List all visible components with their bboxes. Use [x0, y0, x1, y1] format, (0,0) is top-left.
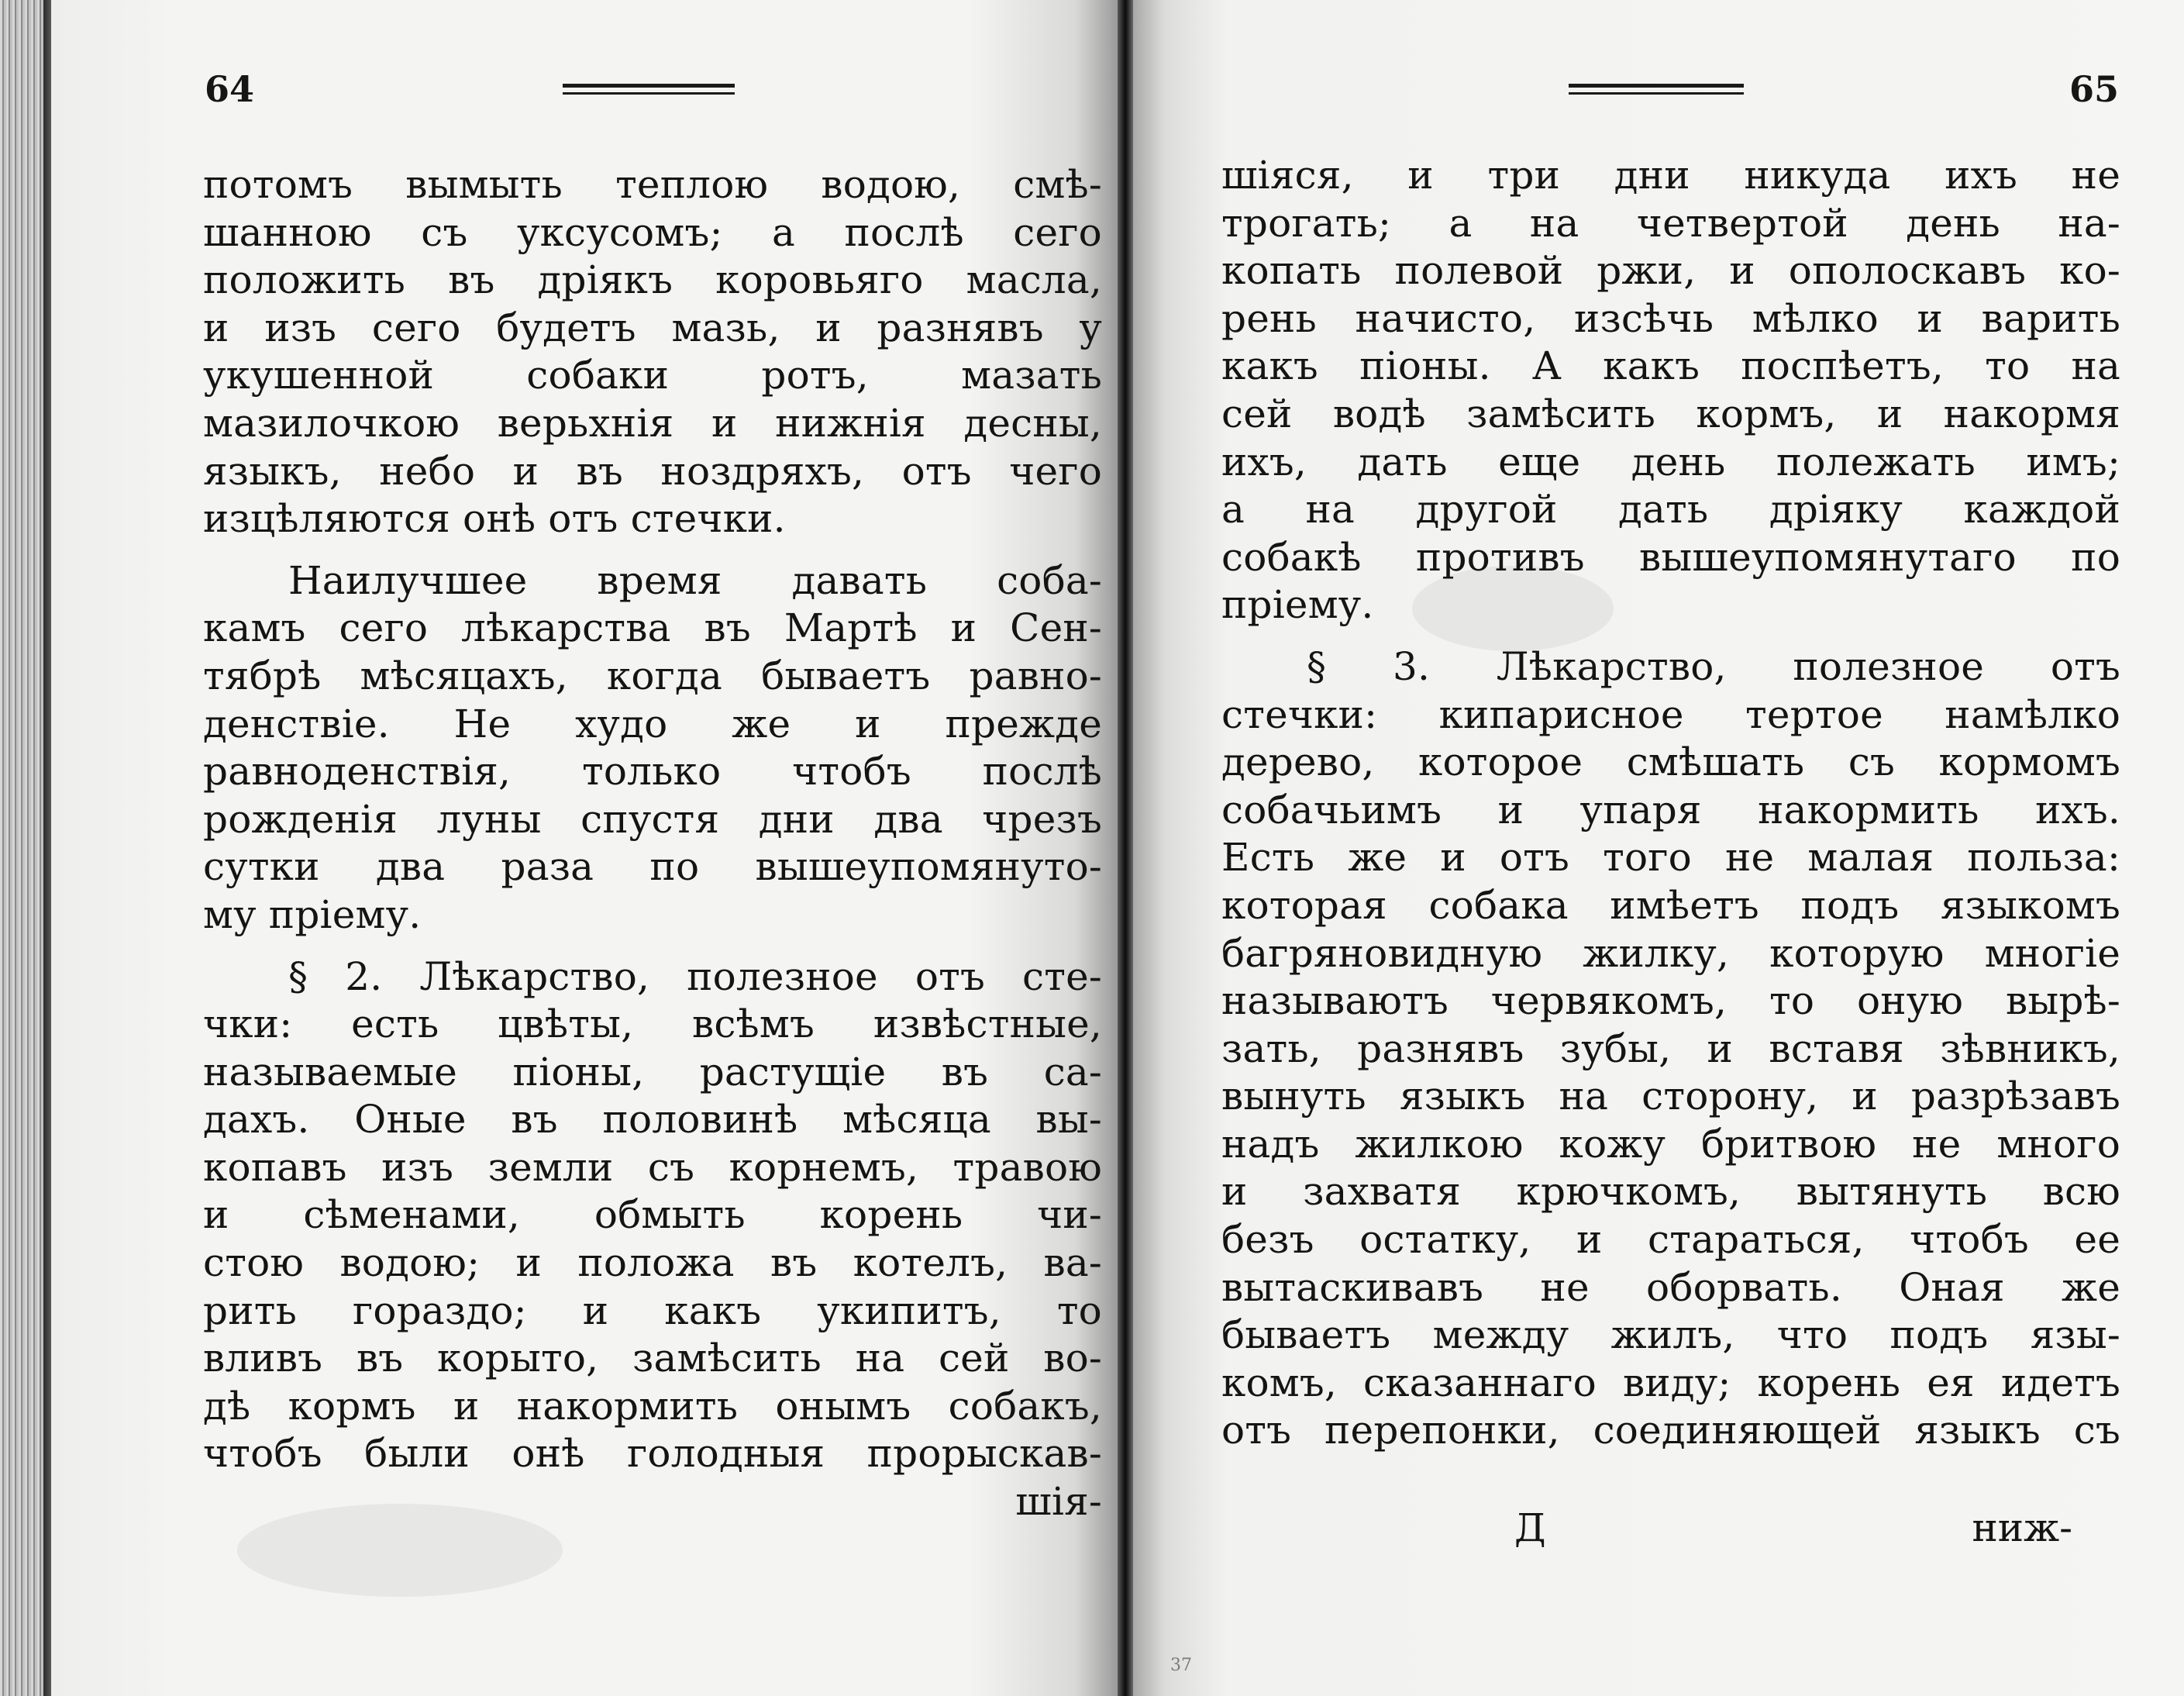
text-line: языкъ, небо и въ ноздряхъ, отъ чего — [203, 448, 1102, 494]
text-line: Наилучшее время давать соба- — [288, 557, 1102, 603]
section-heading: § 2. Лѣкарство, полезное отъ сте- — [288, 953, 1102, 999]
text-line: а на другой дать дріяку каждой — [1221, 487, 2120, 533]
text-line: собакѣ противъ вышеупомянутаго по — [1221, 534, 2120, 580]
text-line: чки: есть цвѣты, всѣмъ извѣстные, — [203, 1001, 1102, 1047]
text-line: денствіе. Не худо же и прежде — [203, 701, 1102, 746]
text-line: шанною съ уксусомъ; а послѣ сего — [203, 209, 1102, 255]
text-line: стечки: кипарисное тертое намѣлко — [1221, 691, 2120, 737]
text-line: и сѣменами, обмыть корень чи- — [203, 1192, 1102, 1238]
text-line: безъ остатку, и стараться, чтобъ ее — [1221, 1217, 2120, 1263]
text-line: сей водѣ замѣсить кормъ, и накормя — [1221, 391, 2120, 436]
text-line: камъ сего лѣкарства въ Мартѣ и Сен- — [203, 605, 1102, 651]
text-line: собачьимъ и упаря накормить ихъ. — [1221, 787, 2120, 832]
text-line: дахъ. Оные въ половинѣ мѣсяца вы- — [203, 1097, 1102, 1143]
text-line: бываетъ между жилъ, что подъ язы- — [1221, 1312, 2120, 1358]
text-line: чтобъ были онѣ голодныя прорыскав- — [203, 1431, 1102, 1477]
text-line: которая собака имѣетъ подъ языкомъ — [1221, 882, 2120, 928]
text-line: ихъ, дать еще день полежать имъ; — [1221, 439, 2120, 484]
text-line: вытаскивавъ не оборвать. Оная же — [1221, 1264, 2120, 1310]
text-line: называютъ червякомъ, то оную вырѣ- — [1221, 978, 2120, 1024]
text-line: Есть же и отъ того не малая польза: — [1221, 835, 2120, 881]
text-line: дерево, которое смѣшать съ кормомъ — [1221, 739, 2120, 785]
text-line: вливъ въ корыто, замѣсить на сей во- — [203, 1336, 1102, 1381]
text-line: положить въ дріякъ коровьяго масла, — [203, 257, 1102, 303]
text-line: отъ перепонки, соединяющей языкъ съ — [1221, 1408, 2120, 1453]
text-line: потомъ вымыть теплою водою, смѣ- — [203, 162, 1102, 207]
text-line: пріему. — [1221, 582, 1374, 628]
text-line: комъ, сказаннаго виду; корень ея идетъ — [1221, 1360, 2120, 1405]
book-gutter — [1118, 0, 1133, 1696]
text-line: рень начисто, изсѣчь мѣлко и варить — [1221, 295, 2120, 341]
text-line: копать полевой ржи, и ополоскавъ ко- — [1221, 248, 2120, 294]
text-line: называемые піоны, растущіе въ са- — [203, 1049, 1102, 1094]
text-line: стою водою; и положа въ котелъ, ва- — [203, 1240, 1102, 1286]
text-line: му пріему. — [203, 891, 422, 937]
section-heading: § 3. Лѣкарство, полезное отъ — [1307, 643, 2120, 689]
text-line: трогать; а на четвертой день на- — [1221, 200, 2120, 246]
page-edges — [0, 0, 51, 1696]
text-line: вынуть языкъ на сторону, и разрѣзавъ — [1221, 1074, 2120, 1119]
text-line: дѣ кормъ и накормить онымъ собакъ, — [203, 1383, 1102, 1429]
signature-mark: Д — [1514, 1505, 1546, 1550]
text-line: тябрѣ мѣсяцахъ, когда бываетъ равно- — [203, 653, 1102, 698]
page-number: 64 — [205, 68, 255, 110]
text-line: рожденія луны спустя дни два чрезъ — [203, 796, 1102, 842]
text-line: и изъ сего будетъ мазь, и разнявъ у — [203, 305, 1102, 350]
text-line: сутки два раза по вышеупомянуто- — [203, 844, 1102, 890]
text-line: надъ жилкою кожу бритвою не много — [1221, 1121, 2120, 1167]
text-line: равноденствія, только чтобъ послѣ — [203, 749, 1102, 795]
catchword: ниж- — [1972, 1505, 2072, 1550]
text-line: рить гораздо; и какъ укипитъ, то — [203, 1288, 1102, 1333]
header-ornament — [1569, 84, 1744, 101]
left-page-text — [203, 161, 1102, 1526]
text-line: мазилочкою верьхнія и нижнія десны, — [203, 400, 1102, 446]
text-line: какъ піоны. А какъ поспѣетъ, то на — [1221, 343, 2120, 389]
text-line: багряновидную жилку, которую многіе — [1221, 930, 2120, 976]
text-line: и захватя крючкомъ, вытянуть всю — [1221, 1169, 2120, 1215]
margin-note: 37 — [1170, 1656, 1192, 1675]
header-ornament — [563, 84, 735, 101]
catchword: шія- — [1015, 1479, 1102, 1525]
right-page-text — [1221, 152, 2120, 1455]
text-line: зать, разнявъ зубы, и вставя зѣвникъ, — [1221, 1026, 2120, 1071]
page-number: 65 — [2069, 68, 2119, 110]
text-line: укушенной собаки ротъ, мазать — [203, 353, 1102, 398]
right-page — [1133, 0, 2184, 1696]
left-page — [51, 0, 1118, 1696]
text-line: копавъ изъ земли съ корнемъ, травою — [203, 1144, 1102, 1190]
text-line: шіяся, и три дни никуда ихъ не — [1221, 153, 2120, 198]
text-line: изцѣляются онѣ отъ стечки. — [203, 496, 786, 542]
